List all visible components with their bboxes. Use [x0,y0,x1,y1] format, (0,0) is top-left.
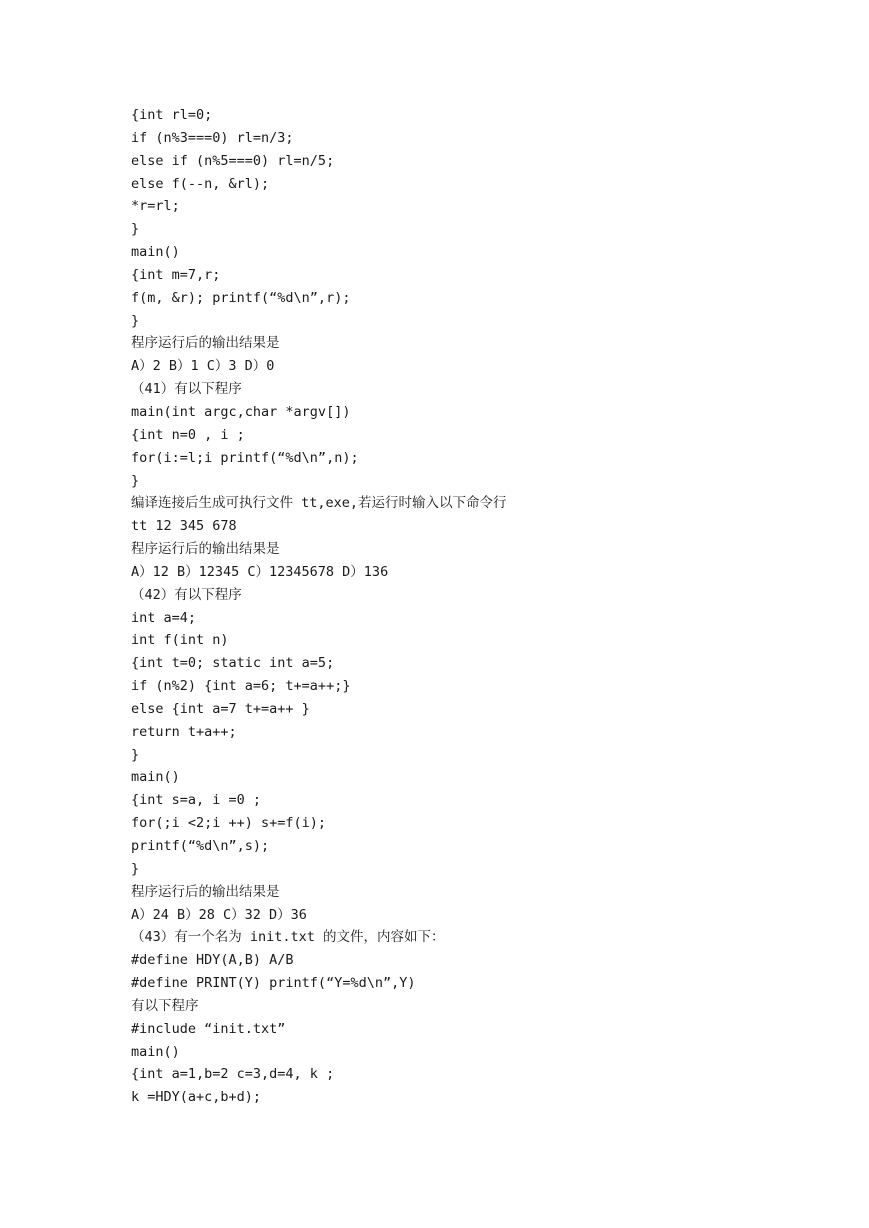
text-line: for(i:=l;i printf(“%d\n”,n); [131,449,359,466]
question-prompt: 程序运行后的输出结果是 [131,335,280,352]
text-line: {int a=1,b=2 c=3,d=4, k ; [131,1066,335,1083]
question-heading-42: （42）有以下程序 [131,586,242,603]
answer-options: A）12 B）12345 C）12345678 D）136 [131,563,389,580]
text-line: {int t=0; static int a=5; [131,655,335,672]
text-line: printf(“%d\n”,s); [131,838,270,854]
question-prompt: 程序运行后的输出结果是 [131,541,280,558]
text-line: #include “init.txt” [131,1020,286,1037]
text-line: main() [131,1043,180,1060]
question-heading-41: （41）有以下程序 [131,381,242,398]
answer-options: A）2 B）1 C）3 D）0 [131,358,275,375]
text-line: } [131,312,140,329]
text-line: else {int a=7 t+=a++ } [131,700,310,717]
text-line: {int s=a, i =0 ; [131,792,262,809]
text-line: return t+a++; [131,723,237,740]
text-line: if (n%3===0) rl=n/3; [131,129,294,146]
text-line: tt 12 345 678 [131,518,237,535]
text-line: else if (n%5===0) rl=n/5; [131,152,335,169]
text-line: {int n=0 , i ; [131,426,245,443]
text-line: } [131,860,140,877]
text-line: 有以下程序 [131,997,199,1014]
text-line: if (n%2) {int a=6; t+=a++;} [131,678,351,695]
answer-options: A）24 B）28 C）32 D）36 [131,906,307,923]
text-line: 编译连接后生成可执行文件 tt,exe,若运行时输入以下命令行 [131,495,507,512]
text-line: #define PRINT(Y) printf(“Y=%d\n”,Y) [131,975,416,992]
text-line: k =HDY(a+c,b+d); [131,1089,262,1106]
text-line: f(m, &r); printf(“%d\n”,r); [131,289,351,306]
text-line: else f(--n, &rl); [131,175,270,192]
text-line: int f(int n) [131,632,229,649]
text-line: {int rl=0; [131,107,213,123]
question-prompt: 程序运行后的输出结果是 [131,883,280,900]
text-line: #define HDY(A,B) A/B [131,952,294,969]
question-heading-43: （43）有一个名为 init.txt 的文件，内容如下： [131,929,445,946]
text-line: } [131,746,140,763]
text-line: for(;i <2;i ++) s+=f(i); [131,815,327,832]
text-line: main() [131,769,180,786]
text-line: } [131,472,140,489]
document-body [131,104,831,1109]
text-line: } [131,221,140,238]
text-line: int a=4; [131,609,197,626]
text-line: main() [131,244,180,261]
text-line: main(int argc,char *argv[]) [131,403,351,420]
text-line: {int m=7,r; [131,266,221,283]
text-line: *r=rl; [131,198,180,215]
